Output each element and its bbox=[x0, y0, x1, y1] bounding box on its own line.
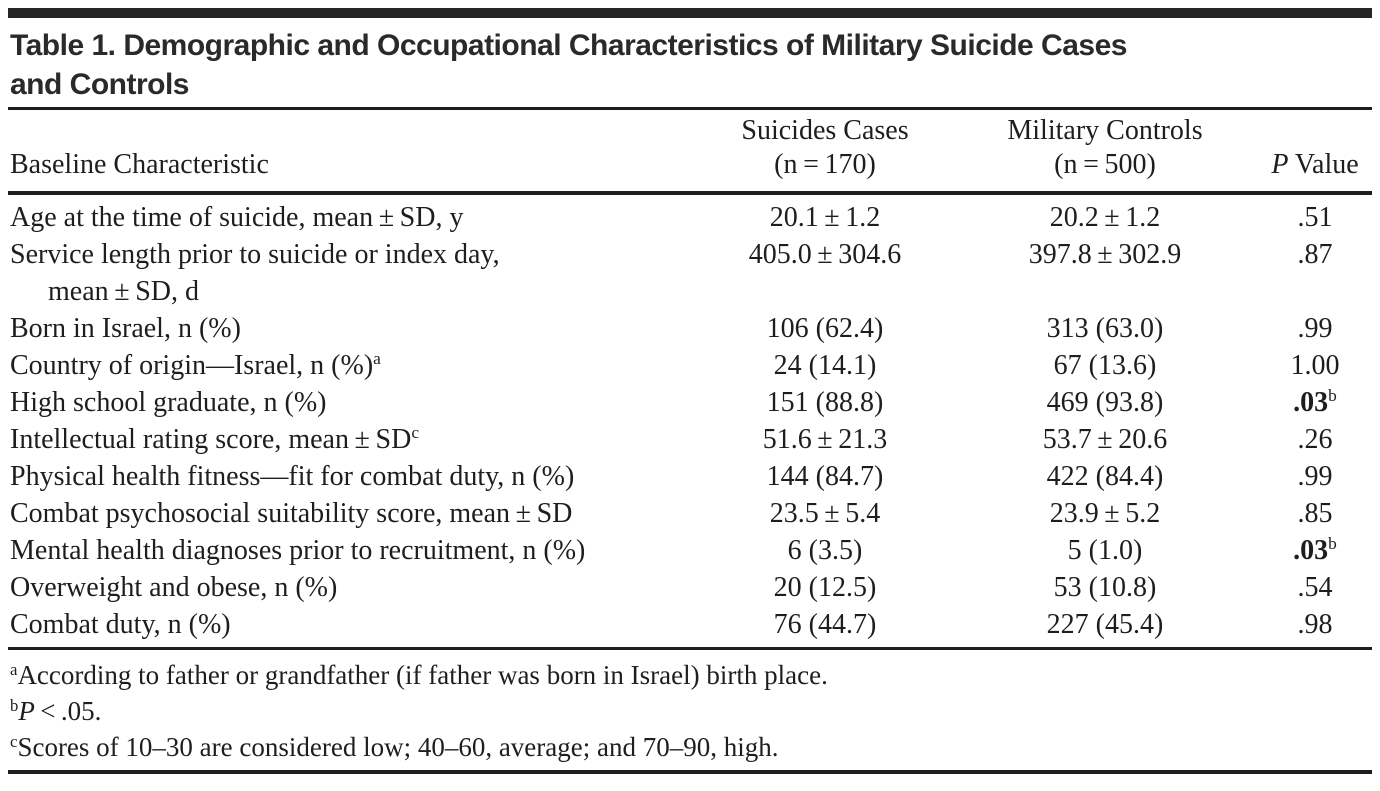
p-superscript: b bbox=[1328, 386, 1337, 406]
table-row-country-of-origin bbox=[10, 347, 1380, 384]
row-label: Combat duty, n (%) bbox=[10, 609, 231, 640]
row-label: Country of origin—Israel, n (%)$^a$ bbox=[10, 349, 381, 381]
footnote-marker: a bbox=[10, 659, 18, 679]
p-value: .99 bbox=[1297, 313, 1333, 344]
p-value: .87 bbox=[1297, 239, 1333, 270]
table-row-physical-health-fitness bbox=[10, 458, 1380, 495]
p-value: 1.00 bbox=[1290, 350, 1340, 381]
cases-value: 20.1 ± 1.2 bbox=[769, 202, 881, 233]
row-label: Service length prior to suicide or index day, mean ± SD, d bbox=[10, 236, 690, 310]
footnote-marker: c bbox=[10, 731, 18, 751]
row-label: Overweight and obese, n (%) bbox=[10, 572, 338, 603]
p-value: .03$^b$ bbox=[1293, 386, 1337, 418]
header-military-controls-label: Military Controls bbox=[1007, 115, 1203, 146]
cases-value: 23.5 ± 5.4 bbox=[769, 498, 881, 529]
controls-value: 20.2 ± 1.2 bbox=[1049, 202, 1161, 233]
cases-value: 151 (88.8) bbox=[766, 387, 884, 418]
footnotes bbox=[0, 650, 1380, 765]
controls-value: 53.7 ± 20.6 bbox=[1042, 424, 1168, 455]
table-row-combat-psychosocial bbox=[10, 495, 1380, 532]
cases-value: 20 (12.5) bbox=[773, 572, 877, 603]
controls-value: 422 (84.4) bbox=[1046, 461, 1164, 492]
table-title-line1: Table 1. Demographic and Occupational Characteristics of Military Suicide Cases bbox=[10, 29, 1127, 62]
controls-value: 5 (1.0) bbox=[1067, 535, 1143, 566]
controls-value: 469 (93.8) bbox=[1046, 387, 1164, 418]
table-row-age bbox=[10, 199, 1380, 236]
controls-value: 227 (45.4) bbox=[1046, 609, 1164, 640]
controls-value: 67 (13.6) bbox=[1053, 350, 1157, 381]
cases-value: 144 (84.7) bbox=[766, 461, 884, 492]
row-label: Mental health diagnoses prior to recruitment, n (%) bbox=[10, 535, 586, 566]
p-value: .03$^b$ bbox=[1293, 534, 1337, 566]
p-value: .85 bbox=[1297, 498, 1333, 529]
header-military-controls-n: (n = 500) bbox=[1054, 149, 1156, 180]
label-superscript: a bbox=[373, 349, 381, 369]
controls-value: 313 (63.0) bbox=[1046, 313, 1164, 344]
top-rule-bar bbox=[8, 8, 1372, 18]
label-superscript: c bbox=[411, 423, 420, 443]
controls-value: 23.9 ± 5.2 bbox=[1049, 498, 1161, 529]
row-label: Combat psychosocial suitability score, mean ± SD bbox=[10, 498, 573, 529]
row-label: Physical health fitness—fit for combat duty, n (%) bbox=[10, 461, 575, 492]
cases-value: 405.0 ± 304.6 bbox=[748, 239, 902, 270]
table-row-overweight-obese bbox=[10, 569, 1380, 606]
header-military-controls bbox=[960, 114, 1250, 182]
cases-value: 51.6 ± 21.3 bbox=[762, 424, 888, 455]
footnote-a: $^a$According to father or grandfather (if father was born in Israel) birth place. bbox=[10, 659, 828, 690]
footnote-c: $^c$Scores of 10–30 are considered low; 40–60, average; and 70–90, high. bbox=[10, 731, 779, 762]
controls-value: 397.8 ± 302.9 bbox=[1028, 239, 1182, 270]
table-row-born-in-israel bbox=[10, 310, 1380, 347]
table-row-intellectual-rating bbox=[10, 421, 1380, 458]
p-value: .99 bbox=[1297, 461, 1333, 492]
bottom-rule bbox=[8, 770, 1372, 774]
table-title-line2: and Controls bbox=[10, 68, 189, 101]
cases-value: 6 (3.5) bbox=[787, 535, 863, 566]
table-row-high-school-graduate bbox=[10, 384, 1380, 421]
cases-value: 24 (14.1) bbox=[773, 350, 877, 381]
cases-value: 106 (62.4) bbox=[766, 313, 884, 344]
header-suicides-cases-label: Suicides Cases bbox=[741, 115, 909, 146]
p-value: .54 bbox=[1297, 572, 1333, 603]
row-label-wrap-line: mean ± SD, d bbox=[48, 276, 200, 307]
p-value: .51 bbox=[1297, 202, 1333, 233]
header-suicides-cases bbox=[690, 114, 960, 182]
p-superscript: b bbox=[1328, 534, 1337, 554]
header-baseline-characteristic: Baseline Characteristic bbox=[10, 149, 269, 180]
p-value: .98 bbox=[1297, 609, 1333, 640]
table-body bbox=[0, 195, 1380, 647]
row-label: High school graduate, n (%) bbox=[10, 387, 327, 418]
table-title bbox=[10, 26, 1372, 104]
row-label: Age at the time of suicide, mean ± SD, y bbox=[10, 202, 464, 233]
table-row-mental-health-diagnoses bbox=[10, 532, 1380, 569]
header-suicides-cases-n: (n = 170) bbox=[774, 149, 876, 180]
controls-value: 53 (10.8) bbox=[1053, 572, 1157, 603]
cases-value: 76 (44.7) bbox=[773, 609, 877, 640]
header-p-value: P Value bbox=[1271, 149, 1359, 180]
p-value: .26 bbox=[1297, 424, 1333, 455]
table-header-row bbox=[0, 110, 1380, 191]
table-row-combat-duty bbox=[10, 606, 1380, 643]
row-label: Intellectual rating score, mean ± $SD^c$ bbox=[10, 423, 420, 455]
footnote-marker: b bbox=[10, 695, 19, 715]
row-label: Born in Israel, n (%) bbox=[10, 313, 241, 344]
table-row-service-length bbox=[10, 236, 1380, 310]
footnote-b: $^b$P < .05. bbox=[10, 695, 102, 726]
